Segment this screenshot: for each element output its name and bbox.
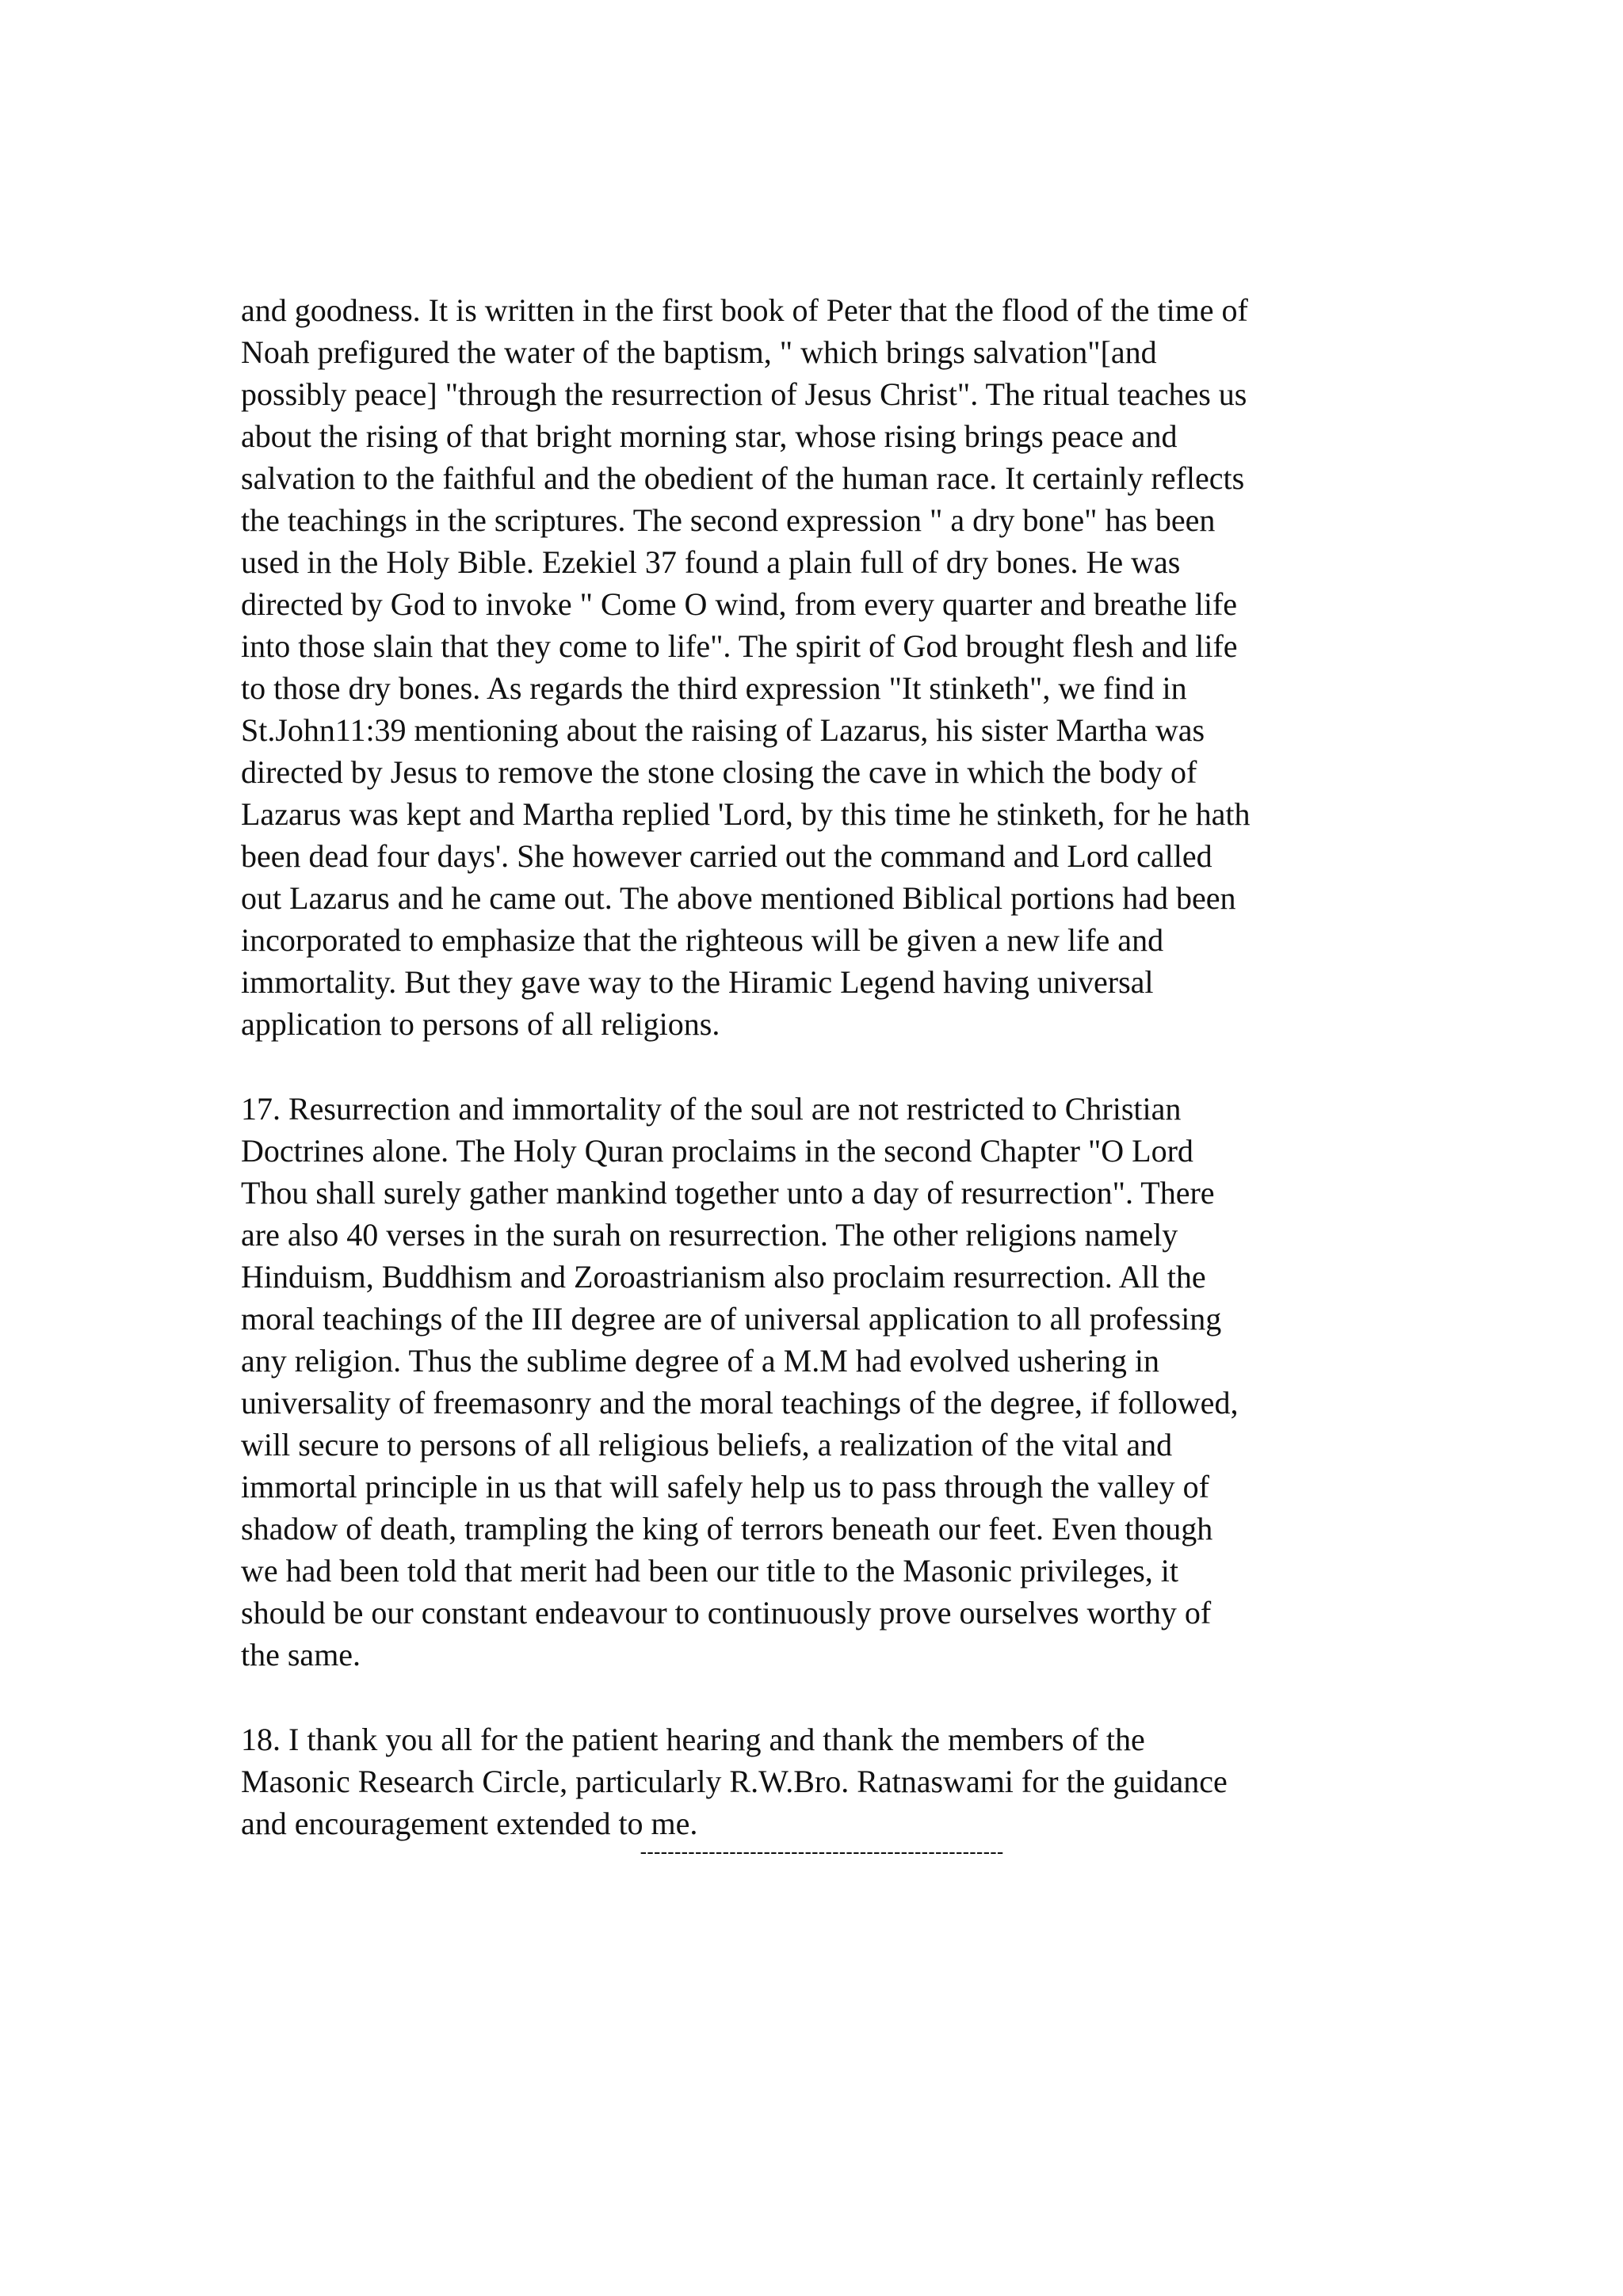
paragraph-17: 17. Resurrection and immortality of the soul are not restricted to Christian Doctrines alone. The Holy Quran proclaims in the second Chapter "O Lord Thou shall surely gather mankind together unto a day of resurrection". There are also 40 verses in the surah on resurrection. The other religions namely Hinduism, Buddhism and Zoroastrianism also proclaim resurrection. All the moral teachings of the III degree are of universal application to all professing any religion. Thus the sublime degree of a M.M had evolved ushering in universality of freemasonry and the moral teachings of the degree, if followed, will secure to persons of all religious beliefs, a realization of the vital and immortal principle in us that will safely help us to pass through the valley of shadow of death, trampling the king of terrors beneath our feet. Even though we had been told that merit had been our title to the Masonic privileges, it should be our constant endeavour to continuously prove ourselves worthy of the same. [241, 1091, 1239, 1672]
paragraph-continuation: and goodness. It is written in the first book of Peter that the flood of the time of Noah prefigured the water of the baptism, " which brings salvation"[and possibly peace] "through the resurrection of Jesus Christ". The ritual teaches us about the rising of that bright morning star, whose rising brings peace and salvation to the faithful and the obedient of the human race. It certainly reflects the teachings in the scriptures. The second expression " a dry bone" has been used in the Holy Bible. Ezekiel 37 found a plain full of dry bones. He was directed by God to invoke " Come O wind, from every quarter and breathe life into those slain that they come to life". The spirit of God brought flesh and life to those dry bones. As regards the third expression "It stinketh", we find in St.John11:39 mentioning about the raising of Lazarus, his sister Martha was directed by Jesus to remove the stone closing the cave in which the body of Lazarus was kept and Martha replied 'Lord, by this time he stinketh, for he hath been dead four days'. She however carried out the command and Lord called out Lazarus and he came out. The above mentioned Biblical portions had been incorporated to emphasize that the righteous will be given a new life and immortality. But they gave way to the Hiramic Legend having universal application to persons of all religions. [241, 292, 1251, 1042]
body-text [241, 289, 1412, 1844]
end-separator: ----------------------------------------------------- [640, 1840, 1004, 1863]
paragraph-18: 18. I thank you all for the patient hearing and thank the members of the Masonic Research Circle, particularly R.W.Bro. Ratnaswami for the guidance and encouragement extended to me. [241, 1722, 1228, 1841]
